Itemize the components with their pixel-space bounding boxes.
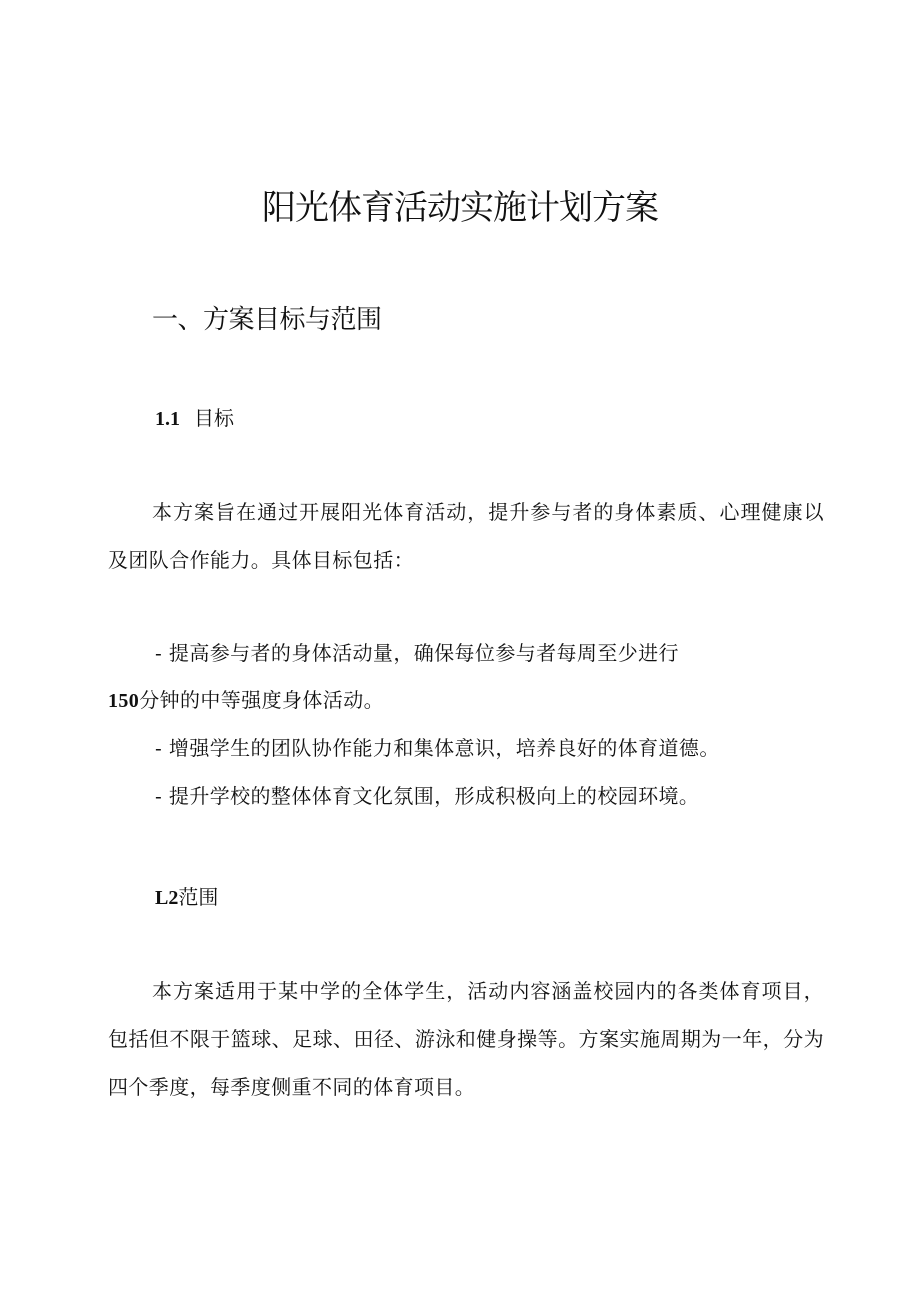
bullet-item-culture: - 提升学校的整体体育文化氛围，形成积极向上的校园环境。 — [155, 784, 700, 808]
bullet-item-activity-line2 — [108, 685, 384, 716]
subsection-heading-goals — [155, 403, 234, 434]
goals-paragraph: 本方案旨在通过开展阳光体育活动，提升参与者的身体素质、心理健康以及团队合作能力。具体目标包括： — [108, 500, 824, 572]
scope-paragraph: 本方案适用于某中学的全体学生，活动内容涵盖校园内的各类体育项目，包括但不限于篮球、足球、田径、游泳和健身操等。方案实施周期为一年，分为四个季度，每季度侧重不同的体育项目。 — [108, 979, 824, 1099]
subsection-label: 目标 — [194, 406, 234, 430]
minutes-number: 150 — [108, 690, 140, 712]
subsection-label: 范围 — [178, 885, 219, 909]
subsection-heading-scope — [155, 882, 218, 913]
section-heading: 一、方案目标与范围 — [152, 305, 382, 335]
document-title: 阳光体育活动实施计划方案 — [262, 188, 658, 228]
bullet-item-teamwork: - 增强学生的团队协作能力和集体意识，培养良好的体育道德。 — [155, 736, 720, 760]
bullet-item-activity-line1: - 提高参与者的身体活动量，确保每位参与者每周至少进行 — [155, 641, 679, 665]
bullet-item-activity-text: 分钟的中等强度身体活动。 — [139, 688, 385, 712]
subsection-number: 1.1 — [155, 408, 180, 430]
subsection-number: L2 — [155, 887, 179, 909]
